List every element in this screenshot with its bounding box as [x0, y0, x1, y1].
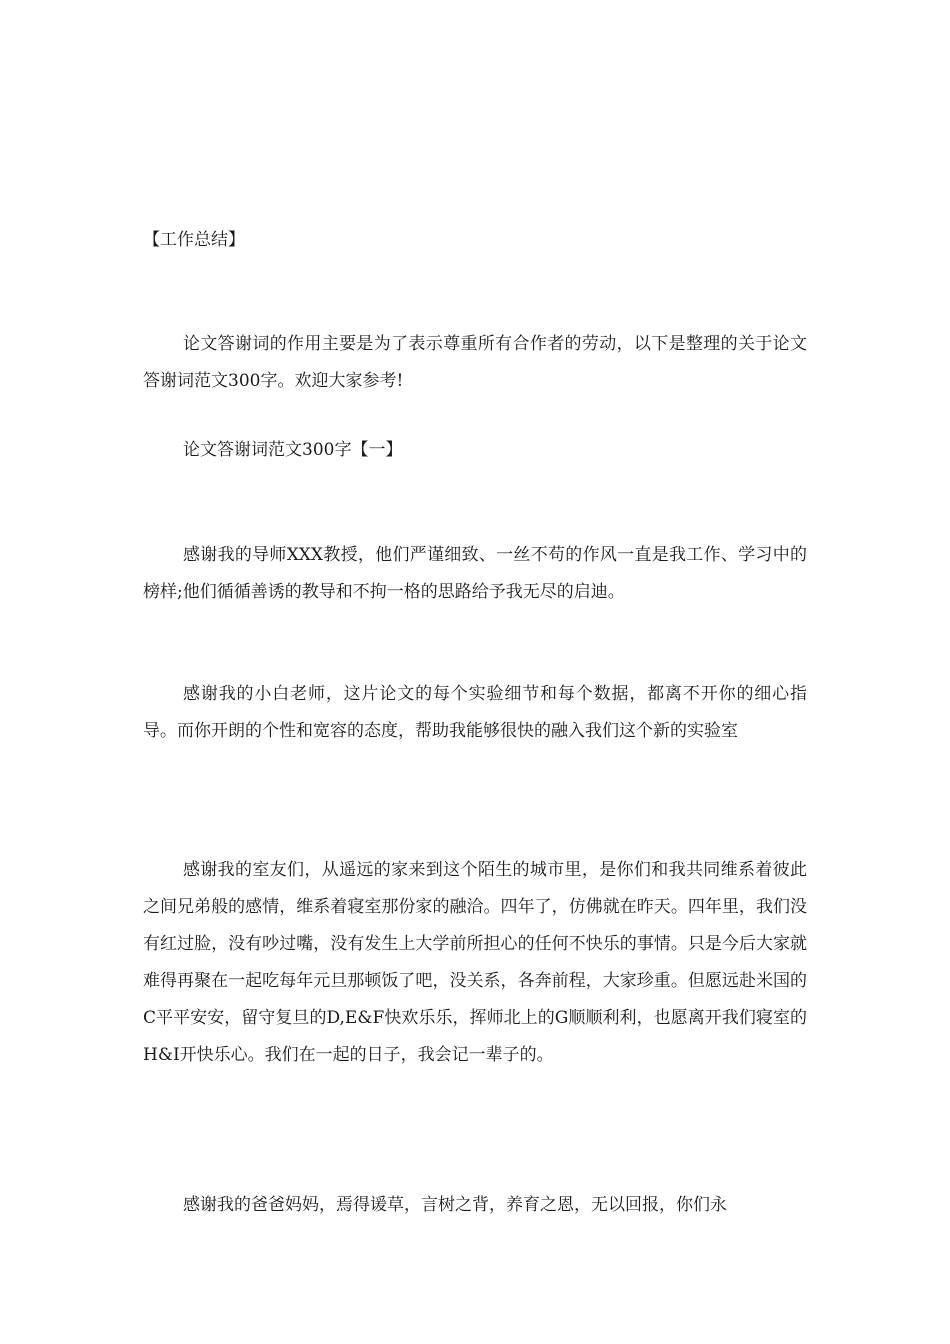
paragraph-teacher: 感谢我的小白老师，这片论文的每个实验细节和每个数据，都离不开你的细心指导。而你开朗的个性和宽容的态度，帮助我能够很快的融入我们这个新的实验室 — [143, 684, 807, 741]
paragraph-roommates: 感谢我的室友们，从遥远的家来到这个陌生的城市里，是你们和我共同维系着彼此之间兄弟般的感情，维系着寝室那份家的融洽。四年了，仿佛就在昨天。四年里，我们没有红过脸，没有吵过嘴，没有发生上大学前所担心的任何不快乐的事情。只是今后大家就难得再聚在一起吃每年元旦那顿饭了吧，没关系，各奔前程，大家珍重。但愿远赴米国的C平平安安，留守复旦的D,E&F快欢乐乐，挥师北上的G顺顺利利，也愿离开我们寝室的H&I开快乐心。我们在一起的日子，我会记一辈子的。 — [143, 860, 807, 1065]
intro-paragraph: 论文答谢词的作用主要是为了表示尊重所有合作者的劳动，以下是整理的关于论文答谢词范文300字。欢迎大家参考! — [143, 334, 807, 391]
paragraph-advisor: 感谢我的导师XXX教授，他们严谨细致、一丝不苟的作风一直是我工作、学习中的榜样;他们循循善诱的教导和不拘一格的思路给予我无尽的启迪。 — [143, 545, 807, 602]
paragraph-parents: 感谢我的爸爸妈妈，焉得谖草，言树之背，养育之恩，无以回报，你们永 — [183, 1195, 727, 1215]
header-tag: 【工作总结】 — [143, 230, 245, 250]
section-heading: 论文答谢词范文300字【一】 — [183, 440, 403, 460]
